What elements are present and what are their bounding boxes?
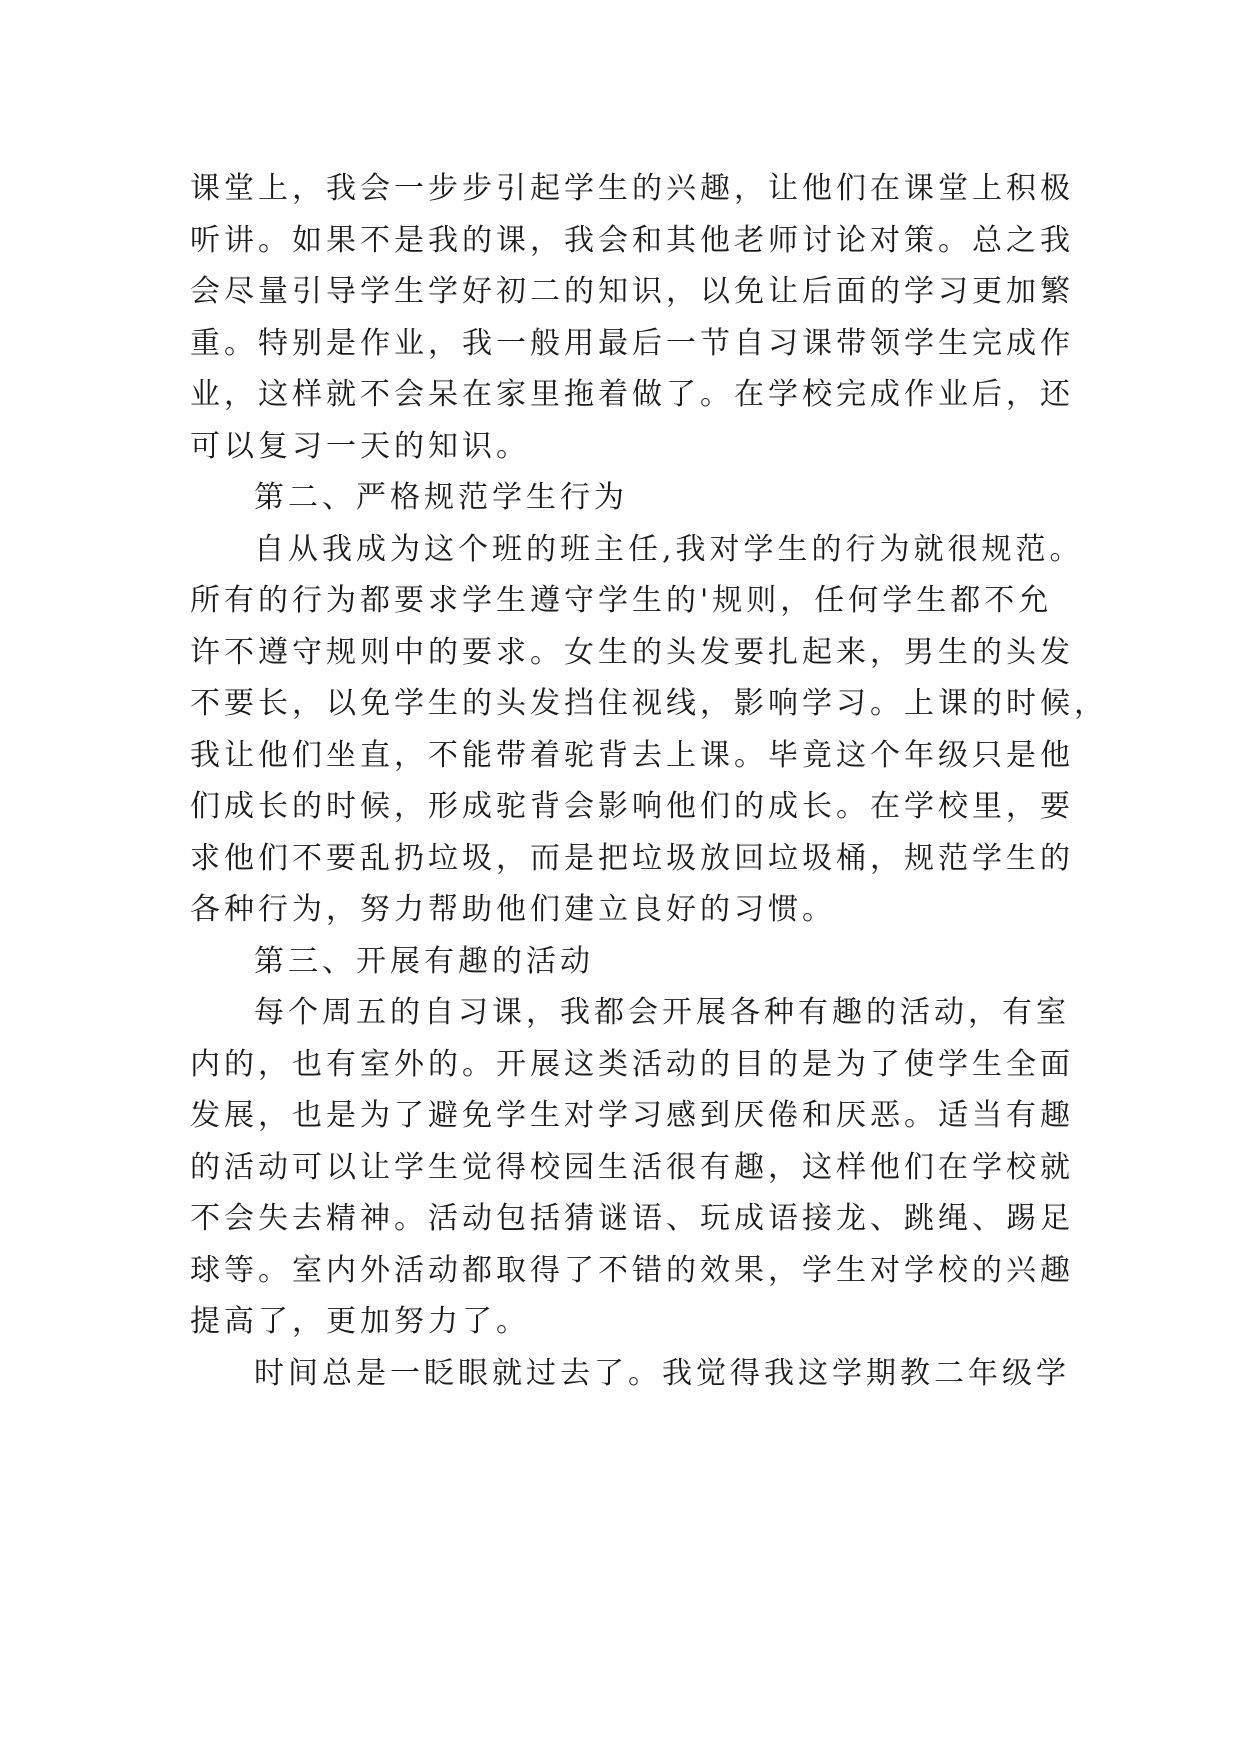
text-line: 提高了，更加努力了。: [190, 1304, 530, 1339]
text-line: 求他们不要乱扔垃圾，而是把垃圾放回垃圾桶，规范学生的: [190, 840, 1074, 876]
text-line: 所有的行为都要求学生遵守学生的'规则，任何学生都不允: [190, 583, 1053, 618]
text-line: 时间总是一眨眼就过去了。我觉得我这学期教二年级学: [254, 1355, 1070, 1391]
text-line: 的活动可以让学生觉得校园生活很有趣，这样他们在学校就: [190, 1149, 1074, 1185]
text-line: 业，这样就不会呆在家里拖着做了。在学校完成作业后，还: [190, 377, 1074, 412]
text-line: 我让他们坐直，不能带着驼背去上课。毕竟这个年级只是他: [190, 737, 1074, 773]
section-heading: 第二、严格规范学生行为: [254, 480, 628, 515]
text-line: 们成长的时候，形成驼背会影响他们的成长。在学校里，要: [190, 789, 1074, 824]
text-line: 会尽量引导学生学好初二的知识，以免让后面的学习更加繁: [190, 274, 1074, 309]
text-line: 可以复习一天的知识。: [190, 428, 530, 464]
text-line: 内的，也有室外的。开展这类活动的目的是为了使学生全面: [190, 1046, 1074, 1082]
text-line: 自从我成为这个班的班主任,我对学生的行为就很规范。: [254, 531, 1084, 567]
text-line: 发展，也是为了避免学生对学习感到厌倦和厌恶。适当有趣: [190, 1098, 1074, 1133]
text-line: 听讲。如果不是我的课，我会和其他老师讨论对策。总之我: [190, 222, 1074, 258]
text-line: 各种行为，努力帮助他们建立良好的习惯。: [190, 892, 836, 927]
text-line: 不会失去精神。活动包括猜谜语、玩成语接龙、跳绳、踢足: [190, 1201, 1074, 1236]
text-line: 许不遵守规则中的要求。女生的头发要扎起来，男生的头发: [190, 634, 1074, 670]
body-text: [190, 163, 1108, 1399]
text-line: 不要长，以免学生的头发挡住视线，影响学习。上课的时候，: [190, 686, 1108, 721]
section-heading: 第三、开展有趣的活动: [254, 943, 594, 979]
text-line: 课堂上，我会一步步引起学生的兴趣，让他们在课堂上积极: [190, 171, 1074, 206]
text-line: 每个周五的自习课，我都会开展各种有趣的活动，有室: [254, 995, 1070, 1030]
text-line: 球等。室内外活动都取得了不错的效果，学生对学校的兴趣: [190, 1252, 1074, 1288]
text-line: 重。特别是作业，我一般用最后一节自习课带领学生完成作: [190, 325, 1074, 361]
